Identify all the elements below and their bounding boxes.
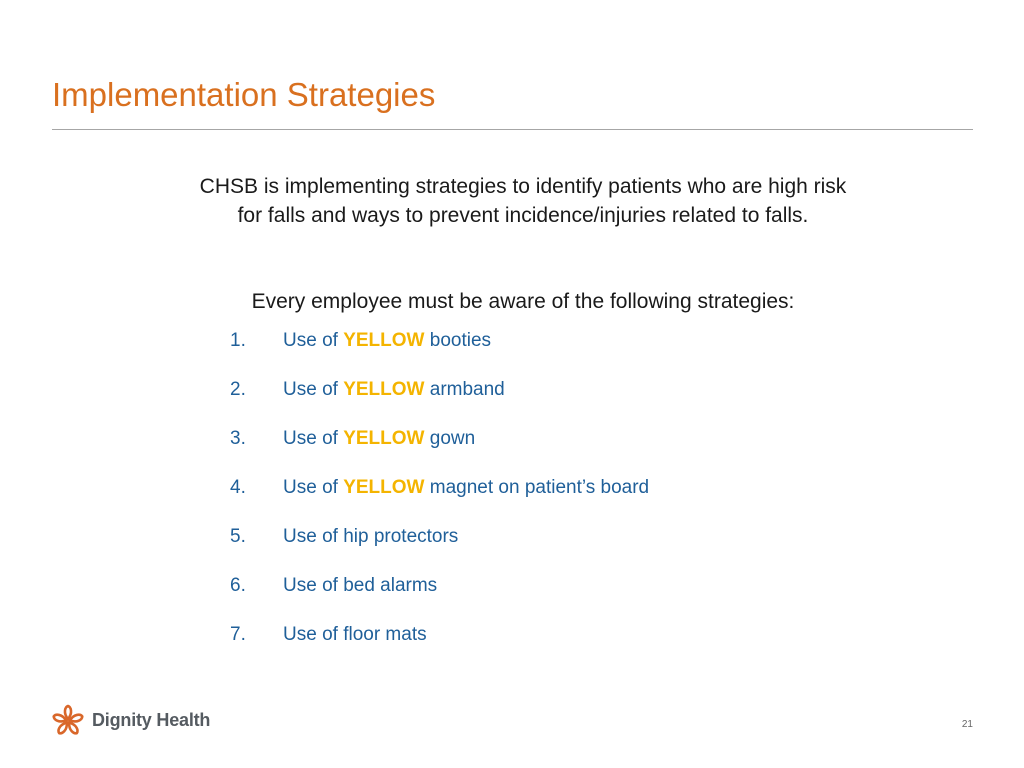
- strategy-text: [283, 477, 649, 499]
- strategy-number: 1.: [230, 330, 246, 351]
- logo-wordmark: Dignity Health: [92, 710, 211, 730]
- strategy-suffix: booties: [424, 330, 492, 351]
- dignity-health-logo: [50, 703, 230, 739]
- intro-paragraph: [100, 172, 946, 230]
- intro-line-2: for falls and ways to prevent incidence/injuries related to falls.: [237, 204, 809, 227]
- strategy-text: Use of hip protectors: [283, 526, 459, 547]
- strategy-prefix: Use of: [283, 428, 344, 449]
- strategy-number: 5.: [230, 526, 246, 547]
- page-number: 21: [961, 719, 973, 730]
- strategy-suffix: magnet on patient’s board: [424, 477, 650, 498]
- strategy-suffix: armband: [424, 379, 505, 400]
- strategy-text: Use of floor mats: [283, 624, 427, 645]
- title-divider: [52, 129, 973, 130]
- strategy-text: [283, 379, 505, 401]
- slide-title: Implementation Strategies: [52, 76, 436, 113]
- aware-heading: Every employee must be aware of the following strategies:: [251, 290, 795, 313]
- strategy-number: 2.: [230, 379, 246, 400]
- strategy-prefix: Use of: [283, 330, 344, 351]
- strategy-number: 6.: [230, 575, 246, 596]
- strategy-number: 4.: [230, 477, 246, 498]
- strategy-text: [283, 428, 475, 450]
- strategy-text: Use of bed alarms: [283, 575, 438, 596]
- intro-line-1: CHSB is implementing strategies to identify patients who are high risk: [199, 175, 847, 198]
- strategy-prefix: Use of: [283, 477, 344, 498]
- strategy-number: 7.: [230, 624, 246, 645]
- yellow-highlight: YELLOW: [343, 428, 425, 449]
- yellow-highlight: YELLOW: [343, 379, 425, 400]
- flower-logo-icon: [50, 703, 86, 739]
- strategy-text: [283, 330, 491, 352]
- strategy-number: 3.: [230, 428, 246, 449]
- strategy-suffix: gown: [424, 428, 476, 449]
- strategy-prefix: Use of: [283, 379, 344, 400]
- yellow-highlight: YELLOW: [343, 330, 425, 351]
- yellow-highlight: YELLOW: [343, 477, 425, 498]
